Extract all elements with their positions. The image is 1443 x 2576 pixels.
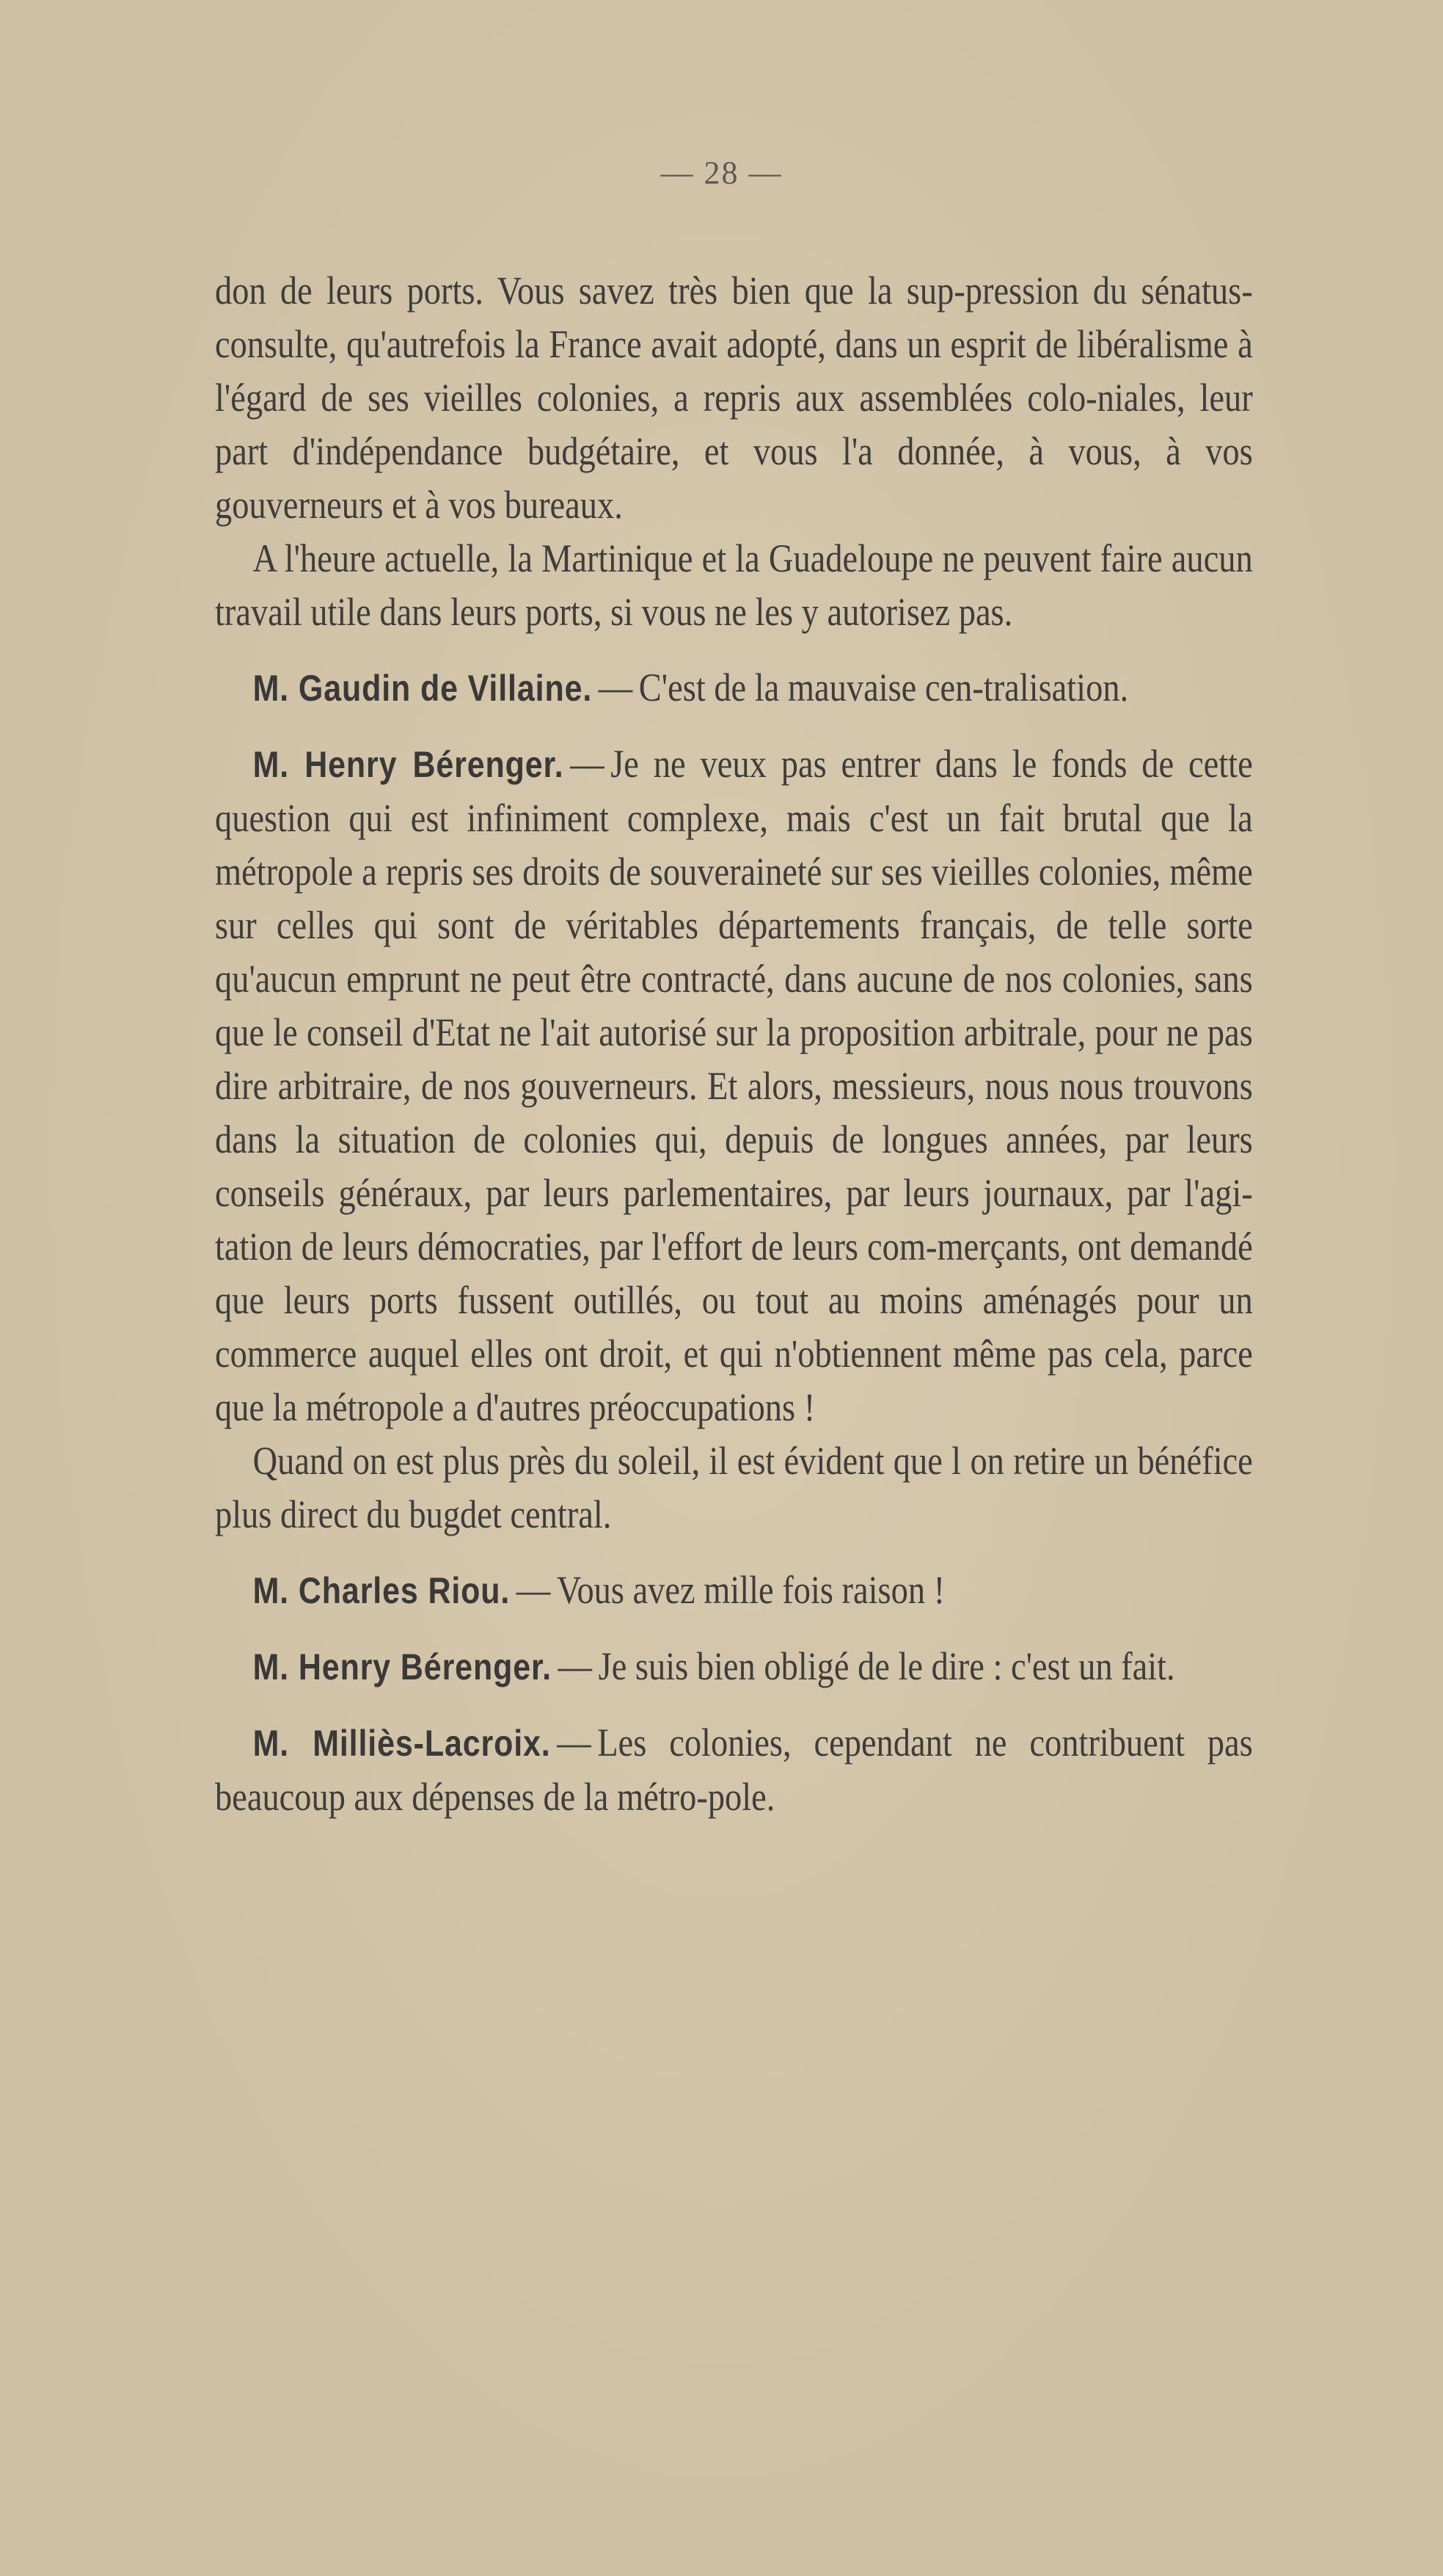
speech-text: Je suis bien obligé de le dire : c'est un fait. (598, 1644, 1175, 1688)
speech-dash: — (570, 742, 604, 786)
speaker-name: M. Milliès-Lacroix. (252, 1723, 551, 1764)
paragraph (215, 532, 1253, 639)
speech-dash: — (598, 665, 633, 709)
speech-text: Je ne veux pas entrer dans le fonds de cette question qui est infiniment complexe, mais c'est un fait brutal que la métropole a repris ses droits de souveraineté sur ses vieilles colonies, même sur celles qui sont de véritables départements français, de telle sorte qu'aucun emprunt ne peut être contracté, dans aucune de nos colonies, sans que le conseil d'Etat ne l'ait autorisé sur la proposition arbitrale, pour ne pas dire arbitraire, de nos gouverneurs. Et alors, messieurs, nous nous trouvons dans la situation de colonies qui, depuis de longues années, par leurs conseils généraux, par leurs parlementaires, par leurs journaux, par l'agi-tation de leurs démocraties, par l'effort de leurs com-merçants, ont demandé que leurs ports fussent outillés, ou tout au moins aménagés pour un commerce auquel elles ont droit, et qui n'obtiennent même pas cela, parce que la métropole a d'autres préoccupations ! (215, 742, 1253, 1429)
paragraph-text: Quand on est plus près du soleil, il est évident que l on retire un bénéfice plus direct du bugdet central. (215, 1439, 1253, 1536)
paragraph-text: A l'heure actuelle, la Martinique et la Guadeloupe ne peuvent faire aucun travail utile dans leurs ports, si vous ne les y autorisez pas. (215, 536, 1253, 634)
speech-charles-riou (215, 1564, 1253, 1618)
paragraph-text: don de leurs ports. Vous savez très bien que la sup-pression du sénatus-consulte, qu'autrefois la France avait adopté, dans un esprit de libéralisme à l'égard de ses vieilles colonies, a repris aux assemblées colo-niales, leur part d'indépendance budgétaire, et vous l'a donnée, à vous, à vos gouverneurs et à vos bureaux. (215, 269, 1253, 527)
speech-gaudin-de-villaine (215, 661, 1253, 715)
page-number: — 28 — (660, 155, 783, 191)
speaker-name: M. Charles Riou. (252, 1570, 511, 1611)
body-text (215, 264, 1253, 1824)
speech-henry-berenger-1 (215, 737, 1253, 1434)
speaker-name: M. Henry Bérenger. (252, 744, 564, 785)
speech-dash: — (516, 1568, 551, 1612)
speaker-name: M. Gaudin de Villaine. (252, 668, 593, 709)
speech-text: C'est de la mauvaise cen-tralisation. (638, 665, 1129, 709)
speaker-name: M. Henry Bérenger. (252, 1646, 552, 1687)
speech-millies-lacroix (215, 1716, 1253, 1824)
speech-dash: — (558, 1644, 593, 1688)
speech-text: Vous avez mille fois raison ! (556, 1568, 946, 1612)
paragraph-continuation (215, 264, 1253, 532)
speech-text: Les colonies, cependant ne contribuent pas beaucoup aux dépenses de la métro-pole. (215, 1721, 1253, 1819)
speech-henry-berenger-2 (215, 1640, 1253, 1694)
paragraph (215, 1434, 1253, 1541)
speech-dash: — (557, 1721, 591, 1765)
